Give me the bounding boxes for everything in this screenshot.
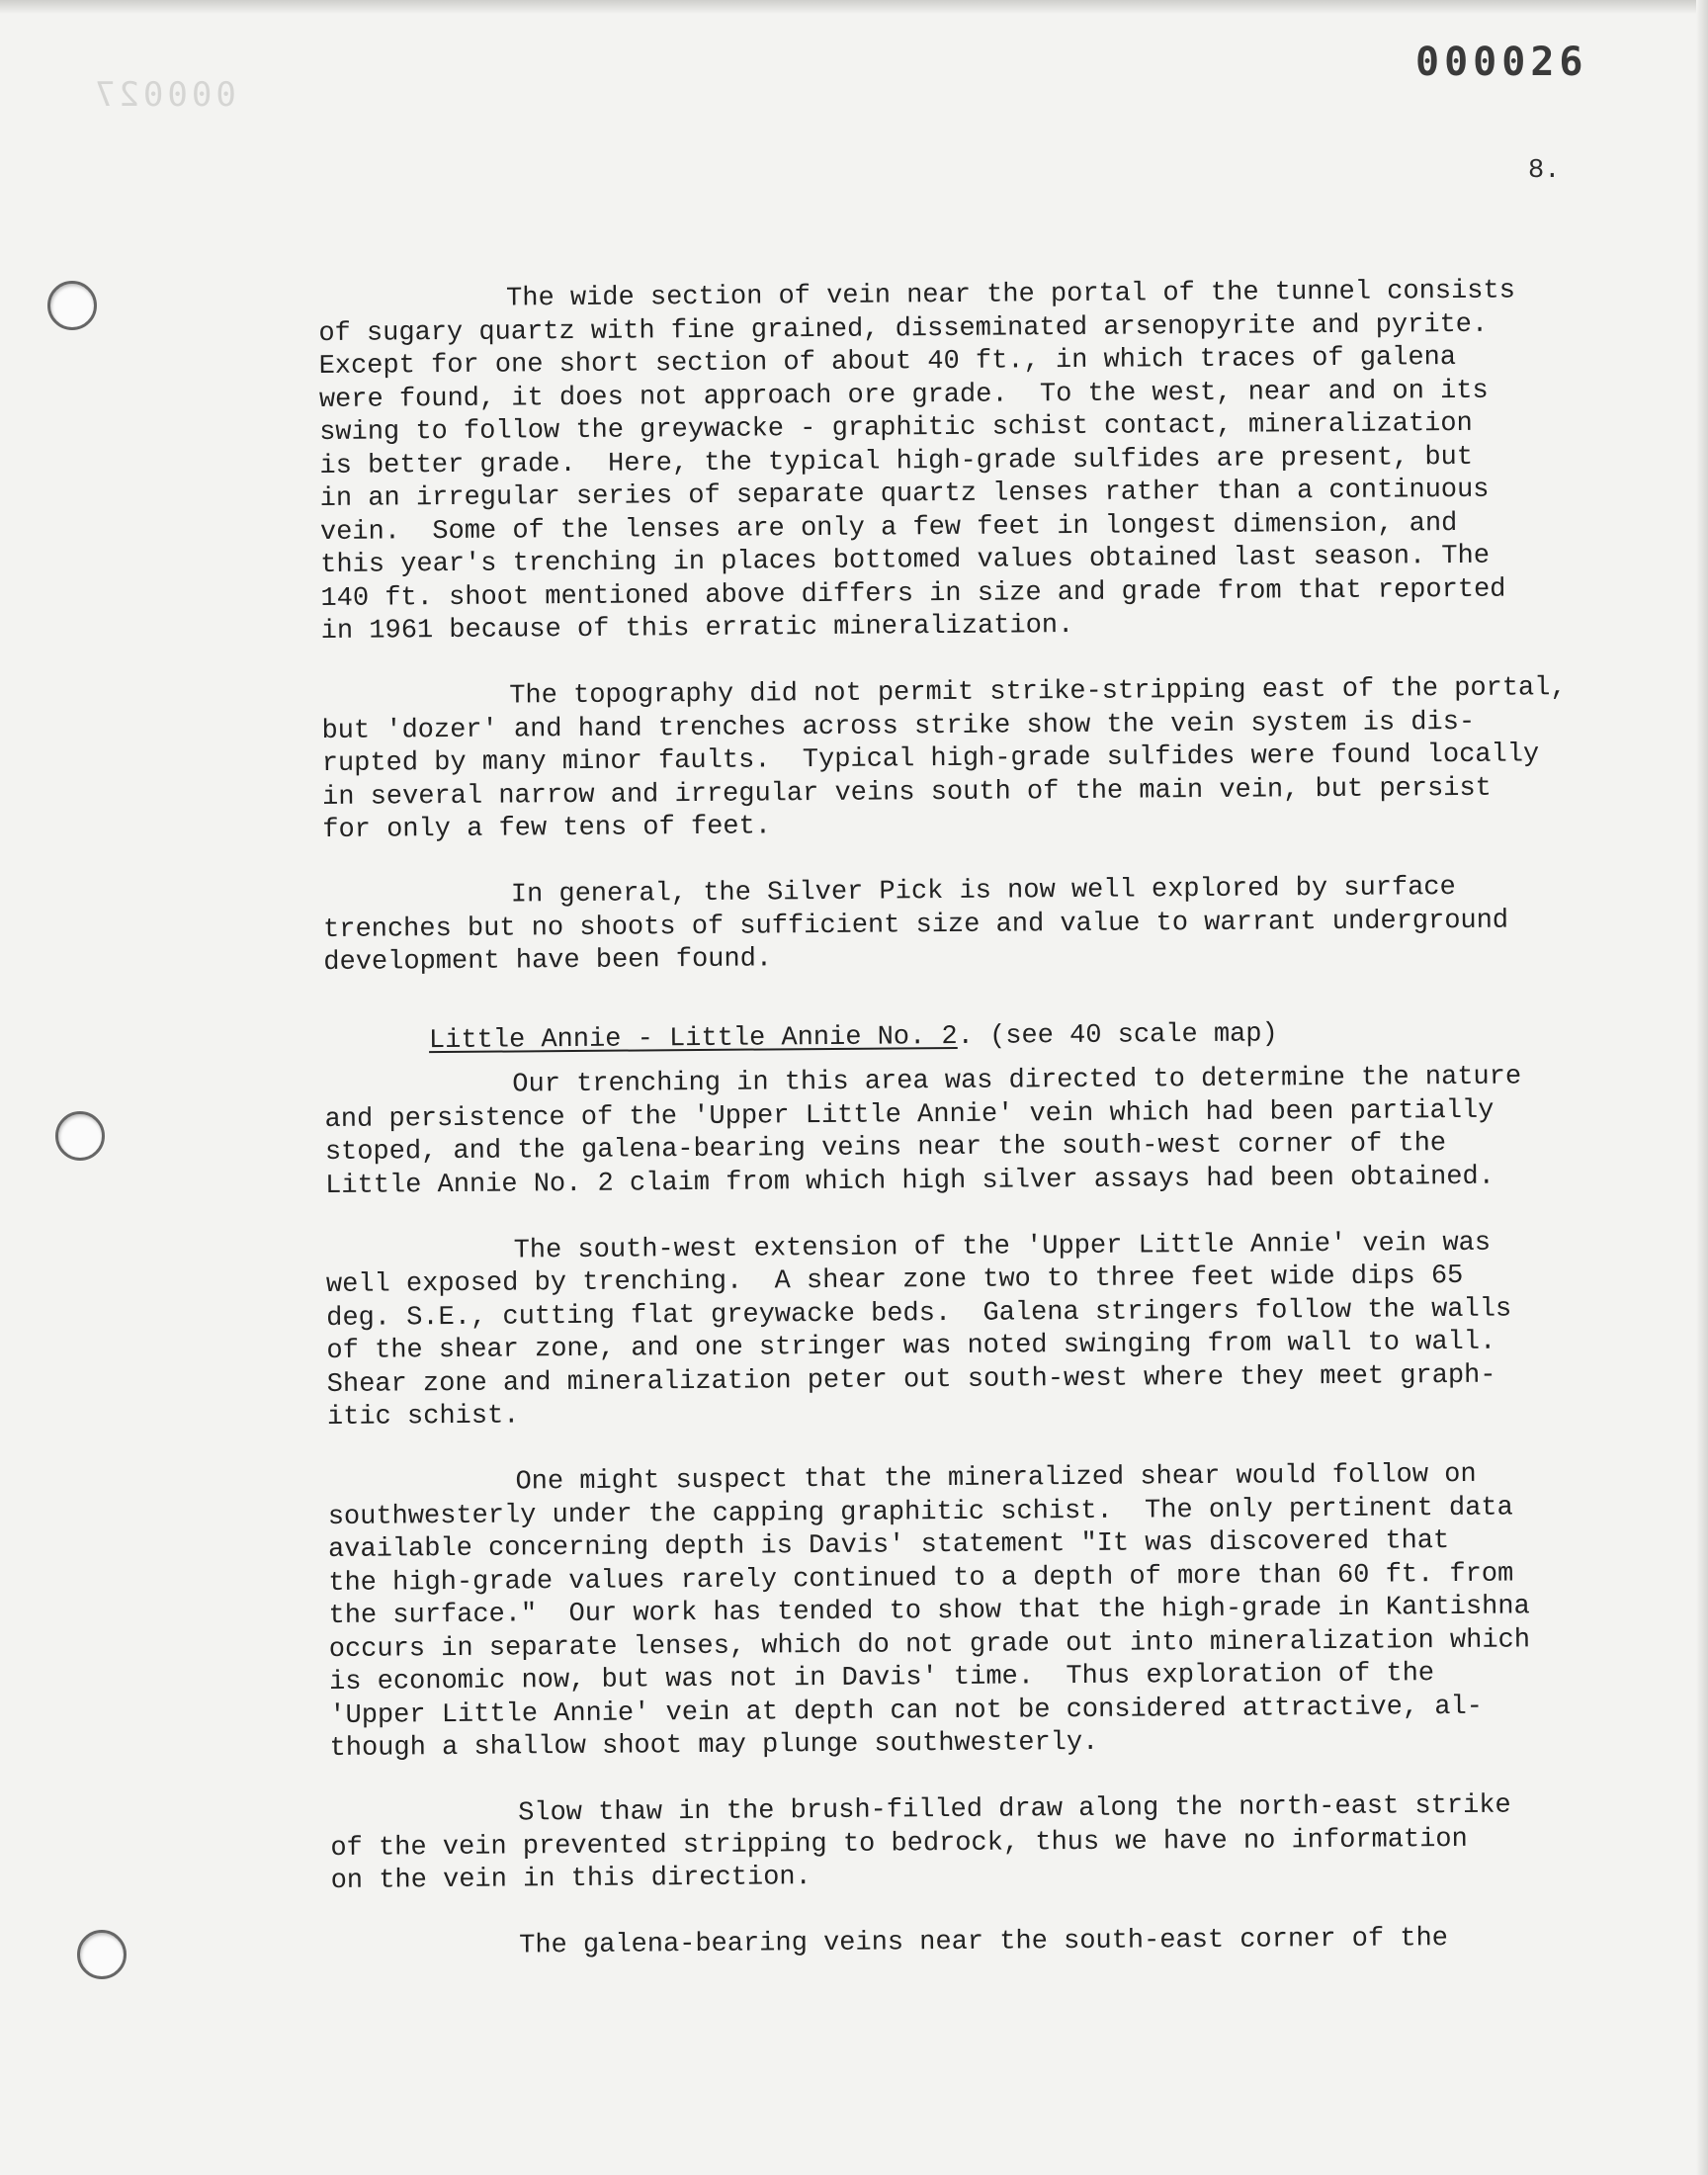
text-line: swing to follow the greywacke - graphitic schist contact, mineralization xyxy=(319,408,1473,448)
text-line: occurs in separate lenses, which do not grade out into mineralization which xyxy=(328,1624,1531,1665)
paragraph xyxy=(318,275,1606,650)
text-line: well exposed by trenching. A shear zone two to three feet wide dips 65 xyxy=(325,1261,1464,1300)
section-heading xyxy=(324,1015,1609,1059)
paragraph xyxy=(321,672,1607,848)
text-line: were found, it does not approach ore grade. To the west, near and on its xyxy=(318,376,1489,415)
paragraph xyxy=(330,1789,1616,1899)
page-number: 8. xyxy=(1528,156,1561,186)
text-line: is better grade. Here, the typical high-grade sulfides are present, but xyxy=(319,442,1474,481)
text-line: 140 ft. shoot mentioned above differs in size and grade from that reported xyxy=(320,574,1506,614)
text-line: this year's trenching in places bottomed values obtained last season. The xyxy=(320,541,1491,580)
text-line: of the shear zone, and one stringer was noted swinging from wall to wall. xyxy=(326,1327,1496,1366)
section-title: Little Annie - Little Annie No. 2 xyxy=(428,1021,958,1056)
section-title-suffix: . (see 40 scale map) xyxy=(957,1018,1278,1052)
text-line: One might suspect that the mineralized shear would follow on xyxy=(515,1459,1477,1498)
text-line: of the vein prevented stripping to bedrock, thus we have no information xyxy=(330,1824,1468,1864)
text-line: of sugary quartz with fine grained, disseminated arsenopyrite and pyrite. xyxy=(318,309,1489,349)
text-line: Little Annie No. 2 claim from which high silver assays had been obtained. xyxy=(325,1162,1495,1201)
text-line: The wide section of vein near the portal of the tunnel consists xyxy=(506,276,1515,314)
paragraph xyxy=(324,1061,1610,1203)
text-line: deg. S.E., cutting flat greywacke beds. Galena stringers follow the walls xyxy=(326,1294,1512,1334)
text-line: is economic now, but was not in Davis' time. Thus exploration of the xyxy=(328,1659,1435,1697)
text-line: Slow thaw in the brush-filled draw along the north-east strike xyxy=(518,1790,1511,1829)
text-line: Except for one short section of about 40 ft., in which traces of galena xyxy=(318,342,1457,382)
punch-hole-middle xyxy=(55,1111,105,1161)
paragraph xyxy=(323,871,1609,981)
document-stamp-number: 000026 xyxy=(1415,40,1588,85)
scan-edge-right xyxy=(1696,0,1708,2175)
text-line: itic schist. xyxy=(326,1401,520,1433)
text-line: on the vein in this direction. xyxy=(330,1863,811,1896)
text-line: in an irregular series of separate quartz lenses rather than a continuous xyxy=(319,475,1490,514)
text-line: but 'dozer' and hand trenches across strike show the vein system is dis- xyxy=(321,707,1476,746)
text-line: The south-west extension of the 'Upper Little Annie' vein was xyxy=(513,1228,1492,1265)
text-line: trenches but no shoots of sufficient size and value to warrant underground xyxy=(323,906,1509,945)
text-line: in several narrow and irregular veins south of the main vein, but persist xyxy=(321,773,1492,813)
text-line: southwesterly under the capping graphitic schist. The only pertinent data xyxy=(327,1493,1513,1532)
text-line: stoped, and the galena-bearing veins near the south-west corner of the xyxy=(324,1129,1447,1168)
body-text xyxy=(318,275,1617,1998)
punch-hole-top xyxy=(47,281,97,330)
text-line: 'Upper Little Annie' vein at depth can not be considered attractive, al- xyxy=(329,1692,1484,1731)
paragraph xyxy=(331,1922,1616,1965)
text-line: and persistence of the 'Upper Little Annie' vein which had been partially xyxy=(324,1095,1494,1135)
text-line: for only a few tens of feet. xyxy=(322,812,772,845)
text-line: development have been found. xyxy=(323,944,773,978)
ghost-stamp: 000027 xyxy=(91,75,236,115)
paragraphs-top xyxy=(318,275,1608,981)
paragraphs-section xyxy=(324,1061,1616,1965)
paragraph xyxy=(327,1458,1614,1767)
paragraph xyxy=(326,1226,1613,1435)
text-line: the high-grade values rarely continued to a depth of more than 60 ft. from xyxy=(328,1559,1514,1599)
text-line: In general, the Silver Pick is now well explored by surface xyxy=(510,872,1456,911)
text-line: the surface." Our work has tended to show that the high-grade in Kantishna xyxy=(328,1592,1530,1631)
punch-hole-bottom xyxy=(77,1930,127,1979)
text-line: The topography did not permit strike-stripping east of the portal, xyxy=(509,673,1567,712)
text-line: available concerning depth is Davis' statement "It was discovered that xyxy=(327,1526,1450,1565)
text-line: Shear zone and mineralization peter out south-west where they meet graph- xyxy=(326,1360,1496,1400)
text-line: Our trenching in this area was directed to determine the nature xyxy=(512,1062,1522,1100)
text-line: though a shallow shoot may plunge southwesterly. xyxy=(329,1727,1099,1764)
text-line: rupted by many minor faults. Typical high-grade sulfides were found locally xyxy=(321,740,1540,779)
text-line: The galena-bearing veins near the south-east corner of the xyxy=(519,1924,1449,1961)
scan-edge-top xyxy=(0,0,1708,14)
text-line: in 1961 because of this erratic mineralization. xyxy=(320,611,1074,647)
text-line: vein. Some of the lenses are only a few feet in longest dimension, and xyxy=(319,508,1458,548)
